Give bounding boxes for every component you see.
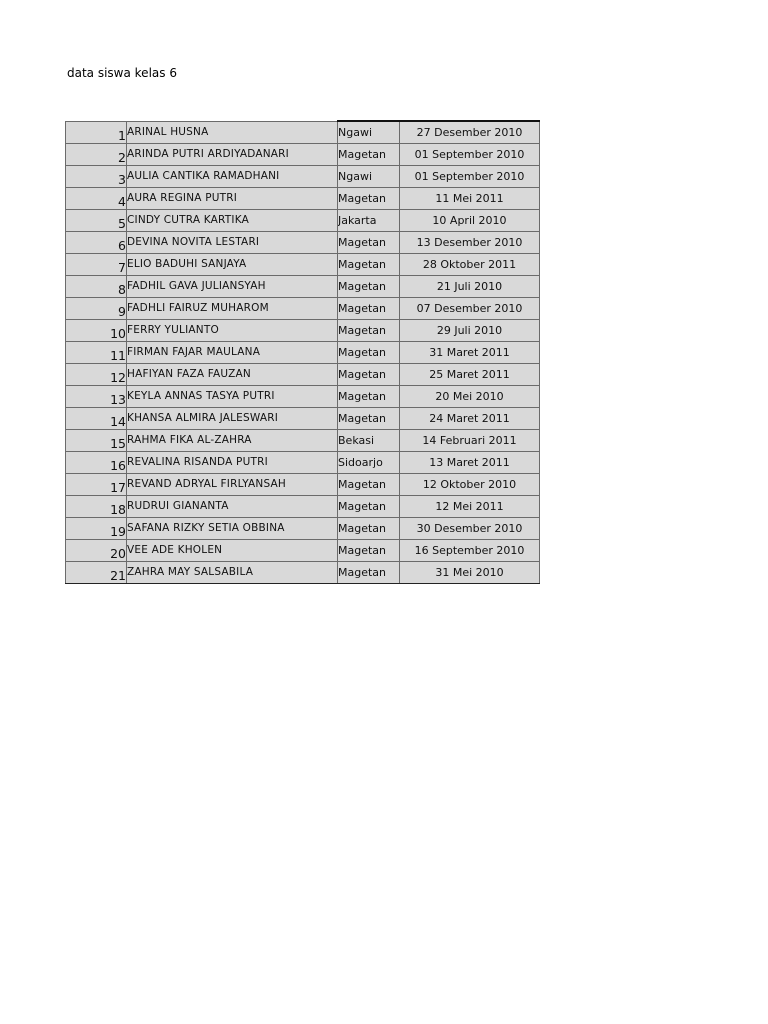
student-name: REVALINA RISANDA PUTRI (127, 451, 338, 473)
birth-city: Magetan (338, 517, 400, 539)
table-row (66, 275, 540, 297)
birth-city: Magetan (338, 143, 400, 165)
birth-date: 20 Mei 2010 (400, 385, 540, 407)
student-name: AURA REGINA PUTRI (127, 187, 338, 209)
table-row (66, 407, 540, 429)
student-name: ARINAL HUSNA (127, 121, 338, 143)
row-number: 11 (66, 341, 127, 363)
table-row (66, 319, 540, 341)
student-name: REVAND ADRYAL FIRLYANSAH (127, 473, 338, 495)
table-row (66, 539, 540, 561)
student-name: FIRMAN FAJAR MAULANA (127, 341, 338, 363)
student-name: ARINDA PUTRI ARDIYADANARI (127, 143, 338, 165)
row-number: 15 (66, 429, 127, 451)
birth-city: Bekasi (338, 429, 400, 451)
birth-date: 11 Mei 2011 (400, 187, 540, 209)
row-number: 12 (66, 363, 127, 385)
table-row (66, 231, 540, 253)
student-name: DEVINA NOVITA LESTARI (127, 231, 338, 253)
birth-city: Sidoarjo (338, 451, 400, 473)
table-row (66, 121, 540, 143)
table-row (66, 253, 540, 275)
birth-city: Magetan (338, 319, 400, 341)
student-table (65, 120, 540, 584)
student-name: KHANSA ALMIRA JALESWARI (127, 407, 338, 429)
student-name: AULIA CANTIKA RAMADHANI (127, 165, 338, 187)
row-number: 9 (66, 297, 127, 319)
row-number: 5 (66, 209, 127, 231)
birth-city: Magetan (338, 341, 400, 363)
table-row (66, 165, 540, 187)
birth-city: Magetan (338, 385, 400, 407)
birth-date: 16 September 2010 (400, 539, 540, 561)
birth-city: Magetan (338, 473, 400, 495)
birth-date: 31 Mei 2010 (400, 561, 540, 583)
birth-city: Ngawi (338, 121, 400, 143)
student-name: RAHMA FIKA AL-ZAHRA (127, 429, 338, 451)
student-name: ZAHRA MAY SALSABILA (127, 561, 338, 583)
table-row (66, 297, 540, 319)
table-row (66, 385, 540, 407)
birth-date: 24 Maret 2011 (400, 407, 540, 429)
table-row (66, 209, 540, 231)
row-number: 4 (66, 187, 127, 209)
row-number: 10 (66, 319, 127, 341)
birth-city: Magetan (338, 187, 400, 209)
birth-city: Magetan (338, 231, 400, 253)
row-number: 19 (66, 517, 127, 539)
table-row (66, 517, 540, 539)
student-table-body (66, 121, 540, 583)
table-row (66, 363, 540, 385)
row-number: 1 (66, 121, 127, 143)
birth-date: 13 Maret 2011 (400, 451, 540, 473)
birth-date: 27 Desember 2010 (400, 121, 540, 143)
birth-date: 01 September 2010 (400, 165, 540, 187)
birth-date: 31 Maret 2011 (400, 341, 540, 363)
birth-date: 28 Oktober 2011 (400, 253, 540, 275)
row-number: 16 (66, 451, 127, 473)
birth-city: Magetan (338, 561, 400, 583)
row-number: 8 (66, 275, 127, 297)
birth-date: 13 Desember 2010 (400, 231, 540, 253)
birth-city: Magetan (338, 495, 400, 517)
birth-city: Magetan (338, 363, 400, 385)
row-number: 2 (66, 143, 127, 165)
birth-date: 12 Oktober 2010 (400, 473, 540, 495)
table-row (66, 473, 540, 495)
table-row (66, 451, 540, 473)
row-number: 18 (66, 495, 127, 517)
table-row (66, 561, 540, 583)
birth-city: Magetan (338, 539, 400, 561)
birth-date: 29 Juli 2010 (400, 319, 540, 341)
row-number: 6 (66, 231, 127, 253)
student-name: FADHIL GAVA JULIANSYAH (127, 275, 338, 297)
student-name: VEE ADE KHOLEN (127, 539, 338, 561)
birth-city: Magetan (338, 407, 400, 429)
row-number: 13 (66, 385, 127, 407)
row-number: 21 (66, 561, 127, 583)
student-name: FERRY YULIANTO (127, 319, 338, 341)
row-number: 3 (66, 165, 127, 187)
student-name: CINDY CUTRA KARTIKA (127, 209, 338, 231)
birth-date: 25 Maret 2011 (400, 363, 540, 385)
table-row (66, 187, 540, 209)
row-number: 14 (66, 407, 127, 429)
student-name: SAFANA RIZKY SETIA OBBINA (127, 517, 338, 539)
table-row (66, 495, 540, 517)
birth-city: Ngawi (338, 165, 400, 187)
birth-city: Magetan (338, 297, 400, 319)
student-name: HAFIYAN FAZA FAUZAN (127, 363, 338, 385)
student-name: RUDRUI GIANANTA (127, 495, 338, 517)
birth-date: 01 September 2010 (400, 143, 540, 165)
birth-date: 07 Desember 2010 (400, 297, 540, 319)
table-row (66, 429, 540, 451)
document-title: data siswa kelas 6 (67, 66, 177, 80)
student-name: KEYLA ANNAS TASYA PUTRI (127, 385, 338, 407)
row-number: 20 (66, 539, 127, 561)
student-name: ELIO BADUHI SANJAYA (127, 253, 338, 275)
birth-city: Magetan (338, 275, 400, 297)
row-number: 7 (66, 253, 127, 275)
birth-date: 14 Februari 2011 (400, 429, 540, 451)
table-row (66, 341, 540, 363)
birth-city: Magetan (338, 253, 400, 275)
birth-date: 10 April 2010 (400, 209, 540, 231)
birth-date: 12 Mei 2011 (400, 495, 540, 517)
table-row (66, 143, 540, 165)
birth-date: 21 Juli 2010 (400, 275, 540, 297)
row-number: 17 (66, 473, 127, 495)
birth-date: 30 Desember 2010 (400, 517, 540, 539)
student-name: FADHLI FAIRUZ MUHAROM (127, 297, 338, 319)
birth-city: Jakarta (338, 209, 400, 231)
